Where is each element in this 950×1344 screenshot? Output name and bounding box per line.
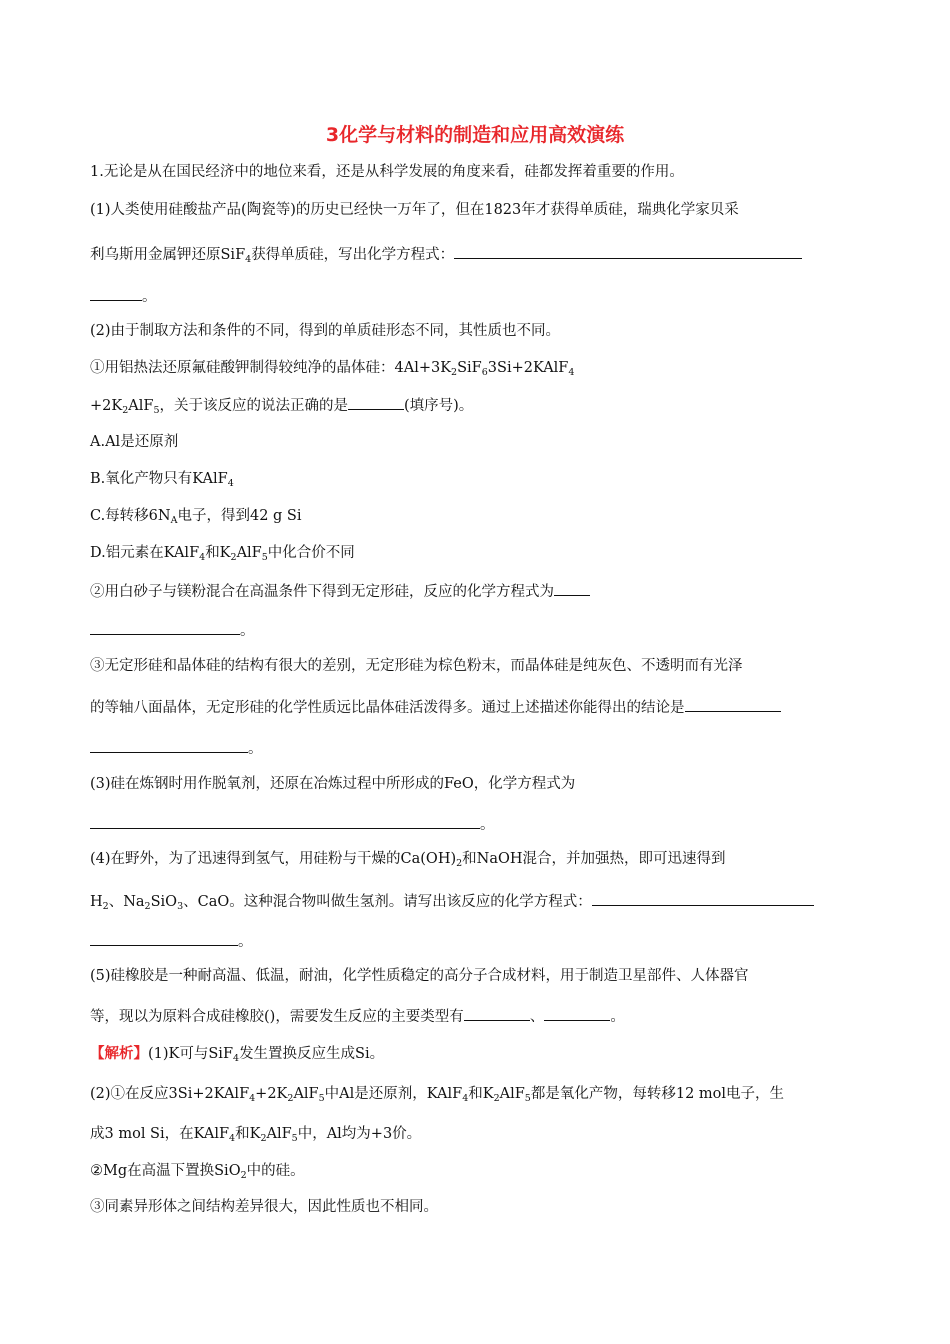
option-c: C.每转移$6N_A$电子，得到42 g Si [90,508,302,526]
part5-text-a: (5)硅橡胶是一种耐高温、低温，耐油，化学性质稳定的高分子合成材料，用于制造卫星部件、人体器官 [90,968,749,984]
answer-blank[interactable] [90,286,142,301]
answer-blank[interactable] [90,620,240,635]
option-a: A.Al是还原剂 [90,434,179,450]
answer-blank[interactable] [90,738,248,753]
page-title: 3化学与材料的制造和应用高效演练 [325,124,625,146]
analysis-tag: 【解析】 [90,1045,148,1062]
part4-text-a: (4)在野外，为了迅速得到氢气，用硅粉与干燥的$Ca(OH)_2$和NaOH混合，并加强热，即可迅速得到 [90,851,726,869]
analysis-line-5: ③同素异形体之间结构差异很大，因此性质也不相同。 [90,1199,438,1215]
part2-item1-b: $+2K_2AlF_5$，关于该反应的说法正确的是 (填序号)。 [90,395,473,416]
part1-text-b: 利乌斯用金属钾还原SiF$_4$获得单质硅，写出化学方程式： [90,244,802,265]
answer-blank[interactable] [90,814,480,829]
part4-end: 。 [90,931,253,952]
question-stem: 1.无论是从在国民经济中的地位来看，还是从科学发展的角度来看，硅都发挥着重要的作用。 [90,164,684,180]
part2-item3-end: 。 [90,738,263,759]
answer-blank[interactable] [454,244,802,259]
answer-blank[interactable] [685,697,781,712]
part1-text-c: 。 [90,286,157,307]
analysis-line-1: 【解析】(1)K可与SiF$_4$发生置换反应生成Si。 [90,1045,385,1064]
analysis-line-4: ②Mg在高温下置换SiO$_2$中的硅。 [90,1163,305,1181]
part2-item1-a: ①用铝热法还原氟硅酸钾制得较纯净的晶体硅：$4Al+3K_2SiF_63Si+2KAlF_4$ [90,360,575,378]
part5-text-b: 等，现以为原料合成硅橡胶()，需要发生反应的主要类型有 、 。 [90,1006,625,1027]
answer-blank[interactable] [592,891,814,906]
answer-blank[interactable] [544,1006,610,1021]
part2-item3-a: ③无定形硅和晶体硅的结构有很大的差别，无定形硅为棕色粉末，而晶体硅是纯灰色、不透明而有光泽 [90,658,743,674]
answer-blank[interactable] [554,581,590,596]
part3-text: (3)硅在炼钢时用作脱氧剂，还原在冶炼过程中所形成的FeO，化学方程式为 [90,776,576,792]
part1-text-a: (1)人类使用硅酸盐产品(陶瓷等)的历史已经快一万年了，但在1823年才获得单质硅，瑞典化学家贝采 [90,202,739,218]
answer-blank[interactable] [348,395,404,410]
part2-intro: (2)由于制取方法和条件的不同，得到的单质硅形态不同，其性质也不同。 [90,323,561,339]
answer-blank[interactable] [464,1006,530,1021]
analysis-line-2: (2)①在反应$3Si+2KAlF_4+2K_2AlF_5$中Al是还原剂，KAlF$_4$和$K_2AlF_5$都是氧化产物，每转移12 mol电子，生 [90,1086,785,1104]
option-d: D.铝元素在KAlF$_4$和$K_2AlF_5$中化合价不同 [90,545,355,563]
option-b: B.氧化产物只有KAlF$_4$ [90,471,234,489]
part3-end: 。 [90,814,495,835]
part2-item3-b: 的等轴八面晶体，无定形硅的化学性质远比晶体硅活泼得多。通过上述描述你能得出的结论是 [90,697,781,718]
part2-item2: ②用白砂子与镁粉混合在高温条件下得到无定形硅，反应的化学方程式为 [90,581,590,602]
part4-text-b: $H_2$、$Na_2SiO_3$、CaO。这种混合物叫做生氢剂。请写出该反应的化学方程式： [90,891,814,912]
part2-item2-end: 。 [90,620,255,641]
answer-blank[interactable] [90,931,238,946]
analysis-line-3: 成3 mol Si，在KAlF$_4$和$K_2AlF_5$中，Al均为+3价。 [90,1126,422,1144]
